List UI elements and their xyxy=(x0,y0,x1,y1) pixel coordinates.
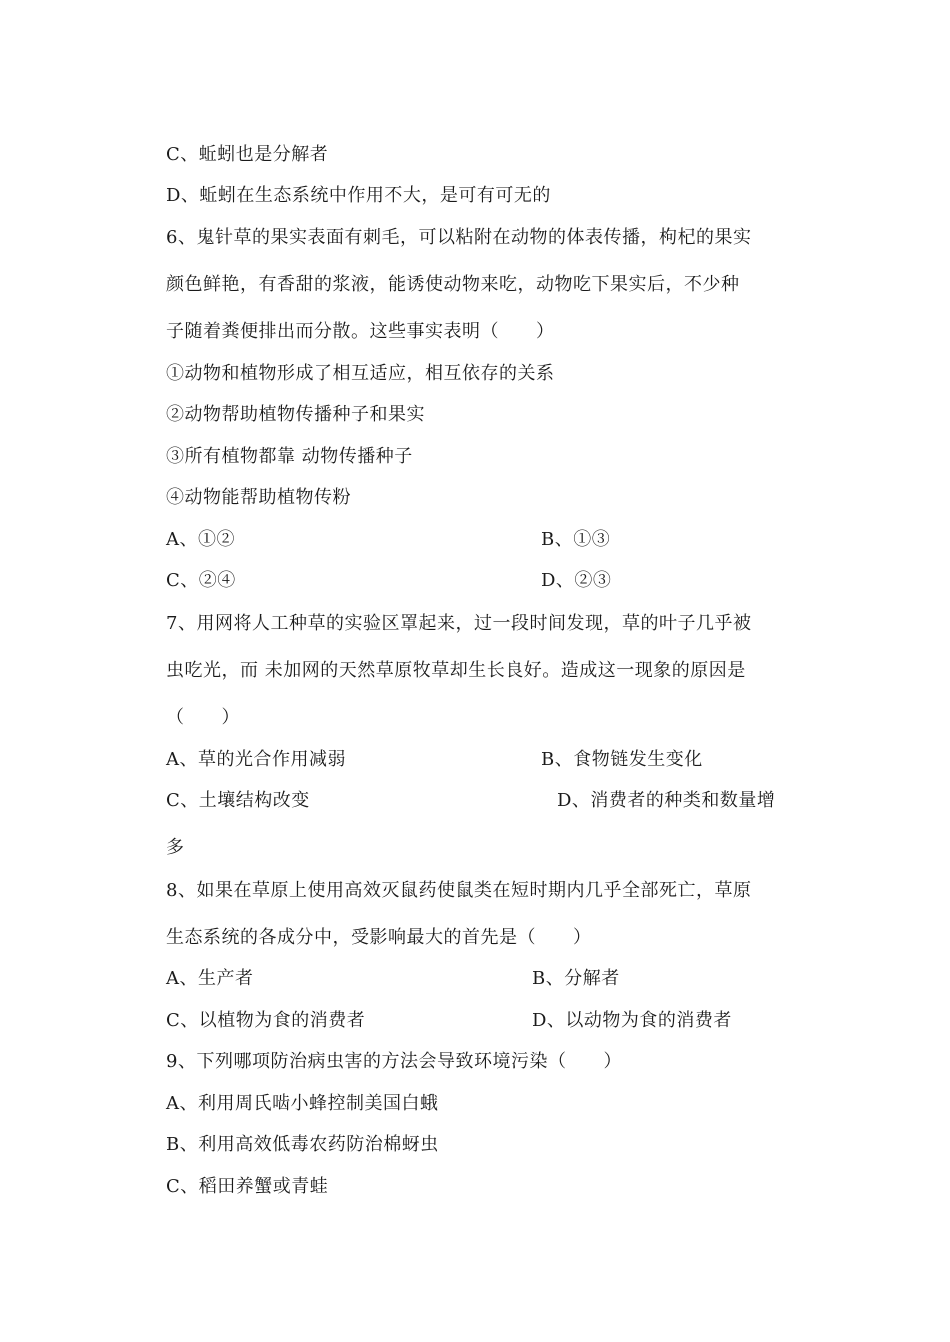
q9-option-b: B、利用高效低毒农药防治棉蚜虫 xyxy=(166,1134,439,1155)
q6-stem-line-2: 颜色鲜艳，有香甜的浆液，能诱使动物来吃，动物吃下果实后，不少种 xyxy=(166,274,740,295)
q7-option-d-wrap: 多 xyxy=(166,837,185,858)
q7-option-b: B、食物链发生变化 xyxy=(541,749,703,770)
q9-option-a: A、利用周氏啮小蜂控制美国白蛾 xyxy=(166,1093,439,1114)
q6-option-c: C、②④ xyxy=(166,570,236,591)
q7-stem-line-3: （ ） xyxy=(166,707,240,728)
q7-option-a: A、草的光合作用减弱 xyxy=(166,749,346,770)
q6-option-a: A、①② xyxy=(166,529,235,550)
q7-stem-line-1: 7、用网将人工种草的实验区罩起来，过一段时间发现，草的叶子几乎被 xyxy=(166,613,752,634)
q6-option-b: B、①③ xyxy=(541,529,611,550)
q7-option-d: D、消费者的种类和数量增 xyxy=(557,790,776,811)
q9-option-c: C、稻田养蟹或青蛙 xyxy=(166,1176,329,1197)
q8-stem-line-1: 8、如果在草原上使用高效灭鼠药使鼠类在短时期内几乎全部死亡，草原 xyxy=(166,880,752,901)
q7-stem-line-2: 虫吃光，而 未加网的天然草原牧草却生长良好。造成这一现象的原因是 xyxy=(166,660,746,681)
q5-option-d: D、蚯蚓在生态系统中作用不大，是可有可无的 xyxy=(166,185,551,206)
q9-stem-line-1: 9、下列哪项防治病虫害的方法会导致环境污染（ ） xyxy=(166,1051,622,1072)
q6-stem-line-3: 子随着粪便排出而分散。这些事实表明（ ） xyxy=(166,321,555,342)
q8-option-c: C、以植物为食的消费者 xyxy=(166,1010,366,1031)
q6-statement-3: ③所有植物都靠 动物传播种子 xyxy=(166,446,413,467)
q8-stem-line-2: 生态系统的各成分中，受影响最大的首先是（ ） xyxy=(166,927,592,948)
q8-option-d: D、以动物为食的消费者 xyxy=(532,1010,732,1031)
q6-stem-line-1: 6、鬼针草的果实表面有刺毛，可以粘附在动物的体表传播，枸杞的果实 xyxy=(166,227,752,248)
q6-statement-1: ①动物和植物形成了相互适应，相互依存的关系 xyxy=(166,363,555,384)
q5-option-c: C、蚯蚓也是分解者 xyxy=(166,144,329,165)
q6-option-d: D、②③ xyxy=(541,570,612,591)
q6-statement-4: ④动物能帮助植物传粉 xyxy=(166,487,351,508)
q8-option-a: A、生产者 xyxy=(166,968,254,989)
q8-option-b: B、分解者 xyxy=(532,968,620,989)
q6-statement-2: ②动物帮助植物传播种子和果实 xyxy=(166,404,425,425)
q7-option-c: C、土壤结构改变 xyxy=(166,790,310,811)
